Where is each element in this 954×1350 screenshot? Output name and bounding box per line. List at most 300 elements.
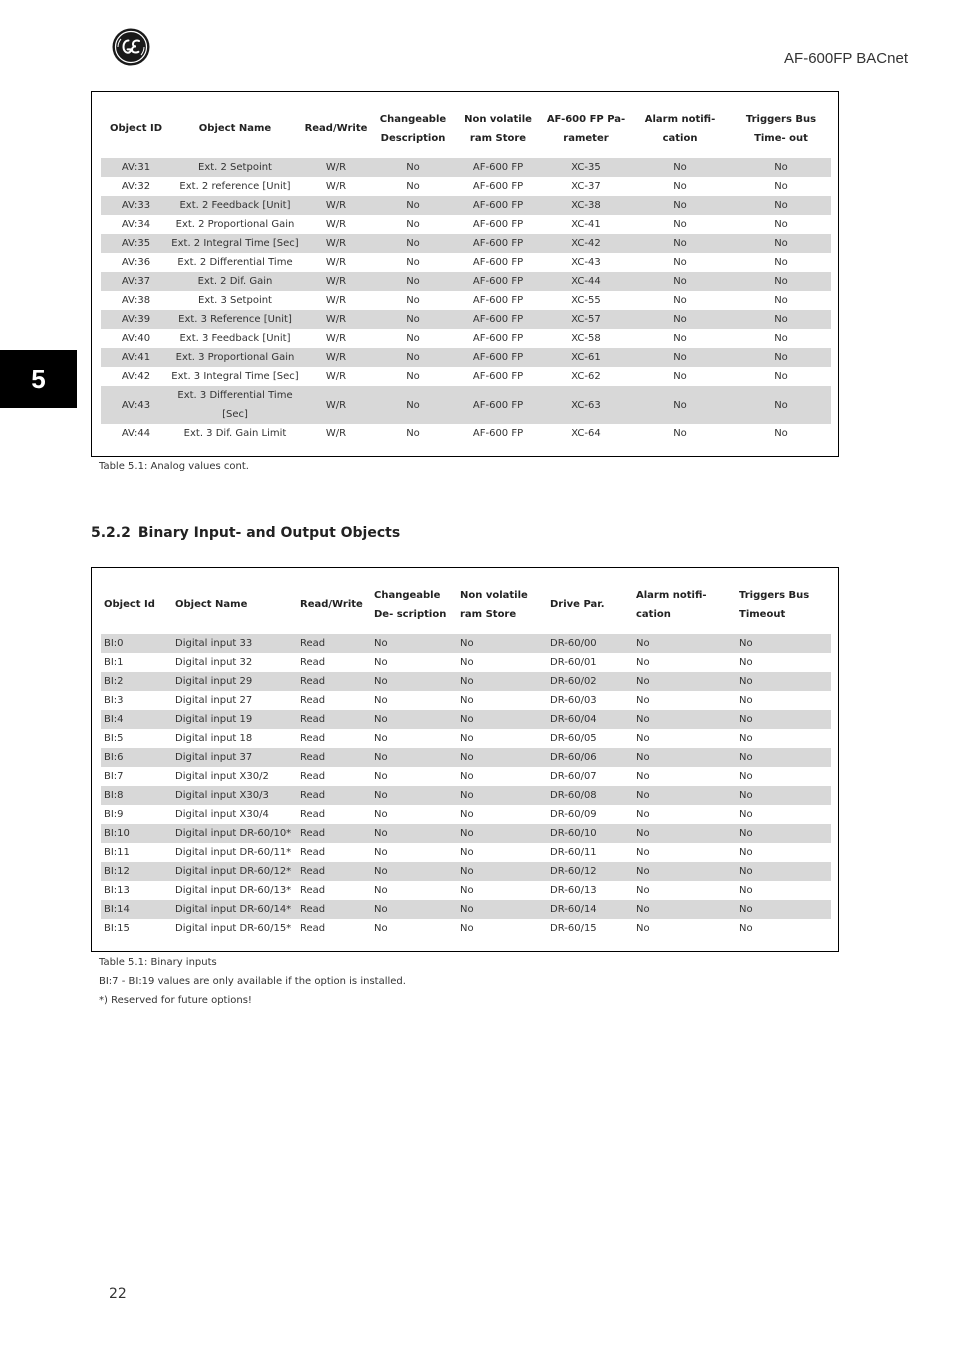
table-cell: No [731, 348, 831, 367]
column-header: Object ID [109, 123, 163, 134]
table-cell: No [636, 657, 650, 668]
analog-values-table-frame [91, 91, 839, 457]
table-cell: No [739, 771, 753, 782]
table-cell: No [629, 196, 731, 215]
table-cell: Read [300, 695, 326, 706]
section-heading [91, 525, 400, 541]
table-cell: Read [300, 885, 326, 896]
analog-values-table [101, 99, 831, 443]
binary-table-row [101, 691, 831, 710]
column-header: Triggers Bus Time- out [745, 113, 817, 144]
table-cell: DR-60/12 [547, 862, 633, 881]
table-cell: No [736, 900, 831, 919]
analog-table-header-row [101, 99, 831, 158]
table-cell: No [673, 219, 687, 230]
analog-table-row [101, 386, 831, 424]
table-cell: AF-600 FP [472, 371, 524, 382]
table-cell: No [371, 900, 457, 919]
table-cell: No [736, 824, 831, 843]
table-cell: AV:32 [121, 181, 151, 192]
table-cell: W/R [325, 333, 347, 344]
table-cell: No [373, 386, 453, 424]
table-cell: Ext. 2 Dif. Gain [171, 272, 299, 291]
table-cell: Ext. 2 Feedback [Unit] [171, 196, 299, 215]
table-cell: Digital input DR-60/13* [175, 885, 292, 896]
table-cell: No [633, 824, 736, 843]
table-cell: Ext. 2 Proportional Gain [175, 219, 295, 230]
analog-table-row [101, 196, 831, 215]
column-header: Alarm notifi- cation [644, 113, 716, 144]
binary-table-row [101, 767, 831, 786]
table-cell: DR-60/01 [550, 657, 597, 668]
table-cell: No [774, 219, 788, 230]
ge-logo-icon [112, 28, 150, 66]
analog-table-row [101, 272, 831, 291]
table-cell: No [633, 672, 736, 691]
table-cell: Read [300, 923, 326, 934]
table-cell: No [736, 634, 831, 653]
table-cell: No [731, 386, 831, 424]
table-cell: No [736, 710, 831, 729]
table-cell: No [457, 634, 547, 653]
table-cell: No [371, 710, 457, 729]
table-cell: AF-600 FP [453, 196, 543, 215]
table-cell: AF-600 FP [453, 310, 543, 329]
table-cell: No [633, 900, 736, 919]
table-cell: No [774, 295, 788, 306]
table-cell: DR-60/04 [547, 710, 633, 729]
table-cell: BI:12 [101, 862, 172, 881]
table-cell: Ext. 2 reference [Unit] [179, 181, 291, 192]
table-cell: No [460, 733, 474, 744]
table-cell: No [373, 272, 453, 291]
analog-table-row [101, 291, 831, 310]
table-cell: W/R [299, 234, 373, 253]
table-cell: Ext. 2 Setpoint [171, 158, 299, 177]
table-cell: No [457, 786, 547, 805]
binary-table-row [101, 786, 831, 805]
table-cell: No [406, 428, 420, 439]
table-cell: Ext. 3 Reference [Unit] [171, 310, 299, 329]
document-title: AF-600FP BACnet [784, 50, 908, 67]
table-cell: BI:11 [104, 847, 130, 858]
column-header: Non volatile ram Store [464, 113, 532, 144]
table-cell: BI:8 [101, 786, 172, 805]
table-cell: Ext. 3 Integral Time [Sec] [171, 371, 299, 382]
table-cell: No [636, 695, 650, 706]
table-cell: No [371, 672, 457, 691]
table-cell: BI:7 [104, 771, 124, 782]
table-cell: AF-600 FP [453, 348, 543, 367]
table-cell: DR-60/02 [547, 672, 633, 691]
table-cell: XC-44 [543, 272, 629, 291]
table-cell: XC-63 [543, 386, 629, 424]
table-cell: No [739, 847, 753, 858]
table-cell: No [739, 923, 753, 934]
table-cell: Read [297, 710, 371, 729]
table-cell: AF-600 FP [453, 234, 543, 253]
table-cell: No [406, 371, 420, 382]
table-cell: W/R [325, 295, 347, 306]
table-cell: No [406, 333, 420, 344]
table-cell: Ext. 3 Setpoint [198, 295, 272, 306]
table-cell: No [457, 900, 547, 919]
analog-table-row [101, 215, 831, 234]
analog-table-row [101, 177, 831, 196]
column-header: Object Name [198, 123, 272, 134]
table-cell: No [673, 181, 687, 192]
table-cell: No [736, 672, 831, 691]
table-cell: Digital input 18 [175, 733, 253, 744]
table-cell: No [457, 748, 547, 767]
table-cell: BI:0 [101, 634, 172, 653]
table-cell: No [736, 862, 831, 881]
table-cell: AF-600 FP [472, 257, 524, 268]
table-cell: No [633, 634, 736, 653]
column-header: AF-600 FP Pa- rameter [546, 113, 626, 144]
binary-table-row [101, 900, 831, 919]
binary-inputs-table-frame [91, 567, 839, 952]
analog-table-row [101, 348, 831, 367]
table-cell: Read [300, 771, 326, 782]
table-cell: AV:44 [121, 428, 151, 439]
table-cell: DR-60/11 [550, 847, 597, 858]
analog-table-row [101, 310, 831, 329]
analog-table-caption: Table 5.1: Analog values cont. [99, 461, 249, 472]
column-header: Read/Write [300, 599, 363, 610]
table-cell: AV:43 [101, 386, 171, 424]
column-header: Object Id [104, 599, 155, 610]
table-cell: W/R [325, 257, 347, 268]
table-cell: Read [297, 786, 371, 805]
table-cell: XC-37 [571, 181, 601, 192]
table-cell: AV:40 [121, 333, 151, 344]
table-cell: No [457, 824, 547, 843]
table-cell: XC-55 [571, 295, 601, 306]
table-cell: Ext. 3 Proportional Gain [171, 348, 299, 367]
table-cell: No [633, 748, 736, 767]
table-cell: No [373, 348, 453, 367]
table-cell: AF-600 FP [472, 428, 524, 439]
table-cell: AV:31 [101, 158, 171, 177]
table-cell: W/R [299, 386, 373, 424]
table-cell: AF-600 FP [472, 333, 524, 344]
table-cell: XC-64 [571, 428, 601, 439]
table-cell: No [371, 862, 457, 881]
table-cell: W/R [299, 196, 373, 215]
table-cell: No [636, 809, 650, 820]
table-cell: AF-600 FP [472, 219, 524, 230]
table-cell: XC-42 [543, 234, 629, 253]
table-cell: XC-58 [571, 333, 601, 344]
binary-table-row [101, 710, 831, 729]
table-cell: DR-60/08 [547, 786, 633, 805]
table-cell: Read [300, 733, 326, 744]
table-cell: No [373, 234, 453, 253]
table-cell: No [774, 257, 788, 268]
column-header: Read/Write [304, 123, 368, 134]
table-cell: Digital input X30/4 [175, 809, 269, 820]
table-cell: W/R [299, 272, 373, 291]
table-cell: XC-43 [571, 257, 601, 268]
table-cell: No [457, 672, 547, 691]
table-cell: No [373, 310, 453, 329]
table-cell: W/R [325, 181, 347, 192]
table-cell: No [374, 695, 388, 706]
table-cell: DR-60/10 [547, 824, 633, 843]
table-cell: No [406, 257, 420, 268]
table-cell: Digital input DR-60/15* [175, 923, 292, 934]
table-cell: Digital input DR-60/10* [172, 824, 297, 843]
table-cell: DR-60/09 [550, 809, 597, 820]
table-cell: No [460, 923, 474, 934]
table-cell: No [633, 862, 736, 881]
table-cell: No [371, 786, 457, 805]
table-cell: AV:37 [101, 272, 171, 291]
table-cell: DR-60/00 [547, 634, 633, 653]
table-cell: No [374, 847, 388, 858]
table-cell: No [629, 310, 731, 329]
table-cell: W/R [325, 428, 347, 439]
binary-table-row [101, 729, 831, 748]
analog-table-row [101, 253, 831, 272]
table-cell: No [460, 885, 474, 896]
binary-inputs-table [101, 575, 831, 938]
table-cell: BI:15 [104, 923, 130, 934]
table-cell: No [629, 158, 731, 177]
table-cell: W/R [325, 371, 347, 382]
table-cell: No [374, 657, 388, 668]
table-cell: Digital input 32 [175, 657, 253, 668]
table-cell: BI:6 [101, 748, 172, 767]
table-cell: No [371, 634, 457, 653]
table-cell: XC-35 [543, 158, 629, 177]
table-cell: Ext. 3 Dif. Gain Limit [183, 428, 287, 439]
table-cell: No [460, 771, 474, 782]
table-cell: BI:9 [104, 809, 124, 820]
table-cell: BI:1 [104, 657, 124, 668]
table-cell: AF-600 FP [472, 295, 524, 306]
table-cell: Digital input DR-60/11* [175, 847, 292, 858]
table-cell: No [731, 234, 831, 253]
column-header: Alarm notifi- cation [636, 589, 707, 620]
table-cell: DR-60/07 [550, 771, 597, 782]
table-cell: Digital input 37 [172, 748, 297, 767]
table-cell: BI:3 [104, 695, 124, 706]
table-cell: No [739, 657, 753, 668]
table-cell: No [673, 295, 687, 306]
table-cell: No [460, 657, 474, 668]
table-cell: No [374, 885, 388, 896]
section-number: 5.2.2 [91, 525, 131, 541]
table-cell: Read [297, 900, 371, 919]
binary-table-row [101, 919, 831, 938]
table-cell: Ext. 2 Integral Time [Sec] [171, 234, 299, 253]
table-cell: AV:36 [121, 257, 151, 268]
table-cell: No [374, 923, 388, 934]
table-cell: No [636, 771, 650, 782]
table-cell: No [673, 428, 687, 439]
table-cell: BI:10 [101, 824, 172, 843]
table-cell: No [774, 371, 788, 382]
table-cell: No [460, 809, 474, 820]
table-cell: AV:39 [101, 310, 171, 329]
table-cell: Read [297, 634, 371, 653]
table-cell: Digital input DR-60/14* [172, 900, 297, 919]
table-cell: AV:42 [121, 371, 151, 382]
table-cell: No [636, 733, 650, 744]
table-cell: Read [297, 672, 371, 691]
table-cell: No [731, 196, 831, 215]
table-cell: No [736, 748, 831, 767]
table-cell: No [373, 196, 453, 215]
binary-table-caption: Table 5.1: Binary inputs [99, 957, 217, 968]
table-cell: No [673, 371, 687, 382]
binary-table-header-row [101, 575, 831, 634]
table-cell: Digital input 29 [172, 672, 297, 691]
table-cell: BI:14 [101, 900, 172, 919]
table-cell: No [406, 219, 420, 230]
table-cell: No [739, 885, 753, 896]
table-cell: AF-600 FP [453, 386, 543, 424]
table-cell: BI:5 [104, 733, 124, 744]
table-cell: BI:13 [104, 885, 130, 896]
table-cell: Digital input X30/3 [172, 786, 297, 805]
column-header: Triggers Bus Timeout [739, 589, 810, 620]
binary-table-row [101, 653, 831, 672]
column-header: Changeable De- scription [374, 589, 447, 620]
table-cell: No [739, 733, 753, 744]
table-cell: W/R [299, 348, 373, 367]
table-cell: No [774, 181, 788, 192]
table-cell: W/R [299, 158, 373, 177]
table-cell: No [731, 272, 831, 291]
table-cell: AV:33 [101, 196, 171, 215]
binary-table-row [101, 862, 831, 881]
table-cell: No [457, 710, 547, 729]
analog-table-row [101, 329, 831, 348]
table-cell: No [673, 333, 687, 344]
column-header: Drive Par. [550, 599, 605, 610]
table-cell: Read [300, 809, 326, 820]
column-header: Non volatile ram Store [460, 589, 528, 620]
binary-table-row [101, 805, 831, 824]
table-cell: DR-60/14 [547, 900, 633, 919]
table-cell: AV:34 [121, 219, 151, 230]
table-cell: No [629, 272, 731, 291]
table-cell: No [629, 386, 731, 424]
table-cell: No [731, 158, 831, 177]
binary-table-row [101, 881, 831, 900]
table-cell: No [629, 348, 731, 367]
table-cell: AV:35 [101, 234, 171, 253]
table-cell: Read [297, 824, 371, 843]
table-cell: XC-41 [571, 219, 601, 230]
table-cell: Ext. 2 Differential Time [177, 257, 293, 268]
table-cell: AF-600 FP [453, 158, 543, 177]
page-number: 22 [109, 1286, 127, 1302]
table-cell: AF-600 FP [453, 272, 543, 291]
analog-table-row [101, 424, 831, 443]
binary-table-row [101, 824, 831, 843]
binary-table-row [101, 634, 831, 653]
table-cell: Ext. 3 Feedback [Unit] [179, 333, 291, 344]
table-cell: No [371, 824, 457, 843]
binary-table-row [101, 748, 831, 767]
binary-table-note: *) Reserved for future options! [99, 995, 252, 1006]
table-cell: No [460, 847, 474, 858]
table-cell: No [374, 771, 388, 782]
table-cell: DR-60/03 [550, 695, 597, 706]
column-header: Changeable Description [379, 113, 447, 144]
table-cell: AV:38 [121, 295, 151, 306]
table-cell: No [374, 809, 388, 820]
table-cell: No [633, 786, 736, 805]
table-cell: Digital input DR-60/12* [172, 862, 297, 881]
table-cell: W/R [325, 219, 347, 230]
table-cell: XC-57 [543, 310, 629, 329]
table-cell: Digital input 33 [172, 634, 297, 653]
table-cell: No [633, 710, 736, 729]
table-cell: XC-61 [543, 348, 629, 367]
table-cell: DR-60/15 [550, 923, 597, 934]
table-cell: No [739, 809, 753, 820]
analog-table-row [101, 234, 831, 253]
table-cell: No [460, 695, 474, 706]
table-cell: No [739, 695, 753, 706]
table-cell: No [673, 257, 687, 268]
table-cell: No [371, 748, 457, 767]
table-cell: BI:2 [101, 672, 172, 691]
table-cell: Read [300, 847, 326, 858]
column-header: Object Name [175, 599, 248, 610]
table-cell: No [373, 158, 453, 177]
table-cell: No [731, 310, 831, 329]
chapter-tab: 5 [0, 350, 77, 408]
table-cell: BI:4 [101, 710, 172, 729]
table-cell: No [406, 181, 420, 192]
table-cell: XC-62 [571, 371, 601, 382]
table-cell: Ext. 3 Differential Time [Sec] [171, 386, 299, 424]
table-cell: DR-60/05 [550, 733, 597, 744]
table-cell: Digital input 27 [175, 695, 253, 706]
binary-table-note: BI:7 - BI:19 values are only available if the option is installed. [99, 976, 406, 987]
table-cell: No [736, 786, 831, 805]
table-cell: No [374, 733, 388, 744]
table-cell: No [636, 847, 650, 858]
table-cell: No [636, 923, 650, 934]
table-cell: No [774, 428, 788, 439]
analog-table-row [101, 367, 831, 386]
table-cell: DR-60/06 [547, 748, 633, 767]
table-cell: XC-38 [543, 196, 629, 215]
table-cell: DR-60/13 [550, 885, 597, 896]
section-title: Binary Input- and Output Objects [137, 525, 401, 541]
table-cell: AF-600 FP [472, 181, 524, 192]
table-cell: Read [297, 748, 371, 767]
table-cell: No [636, 885, 650, 896]
table-cell: AV:41 [101, 348, 171, 367]
table-cell: Read [297, 862, 371, 881]
table-cell: No [457, 862, 547, 881]
table-cell: No [774, 333, 788, 344]
binary-table-row [101, 843, 831, 862]
table-cell: Read [300, 657, 326, 668]
binary-table-row [101, 672, 831, 691]
table-cell: Digital input X30/2 [175, 771, 269, 782]
table-cell: Digital input 19 [172, 710, 297, 729]
table-cell: No [629, 234, 731, 253]
